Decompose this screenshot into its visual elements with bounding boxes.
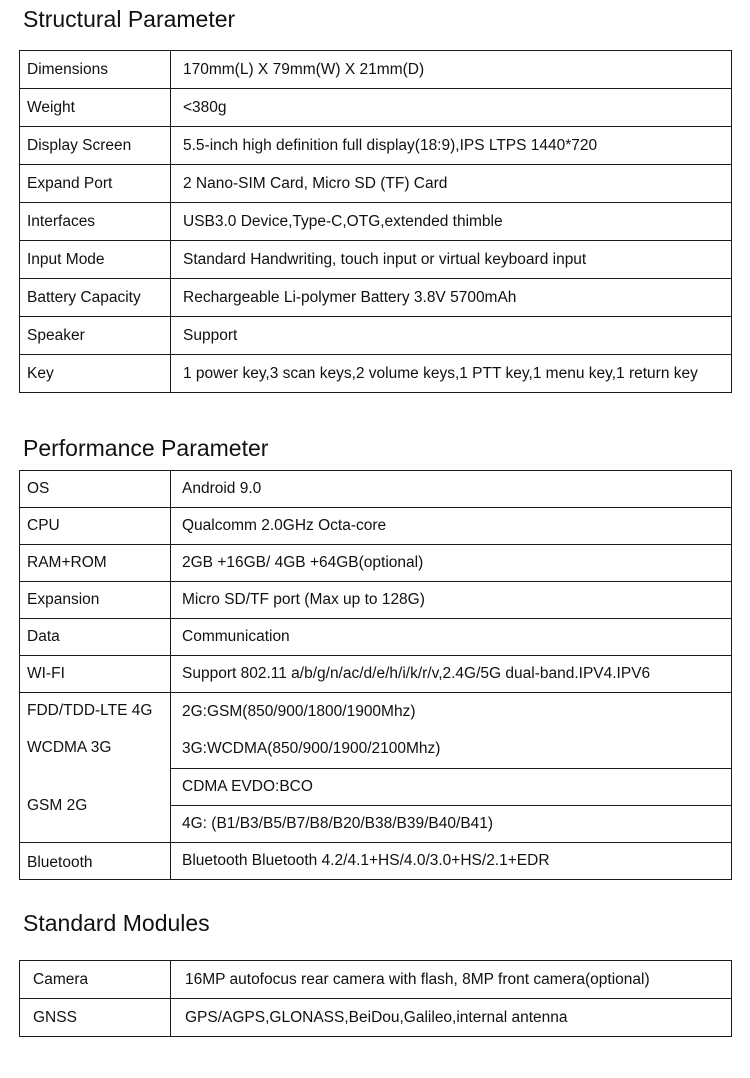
performance-parameter-heading: Performance Parameter	[23, 435, 269, 461]
spec-label: Speaker	[20, 317, 171, 355]
spec-value: 4G: (B1/B3/B5/B7/B8/B20/B38/B39/B40/B41)	[171, 805, 732, 842]
table-row	[20, 843, 732, 880]
spec-label	[20, 843, 171, 880]
table-row	[20, 619, 732, 656]
table-row	[20, 693, 732, 769]
network-label-4g: FDD/TDD-LTE 4G	[27, 702, 153, 719]
spec-value: CDMA EVDO:BCO	[171, 768, 732, 805]
network-label-3g: WCDMA 3G	[27, 739, 112, 756]
spec-value: Rechargeable Li-polymer Battery 3.8V 5700mAh	[171, 279, 732, 317]
table-row	[20, 961, 732, 999]
table-row	[20, 89, 732, 127]
structural-parameter-heading: Structural Parameter	[23, 6, 236, 32]
bluetooth-label: Bluetooth	[27, 854, 93, 871]
spec-label: Dimensions	[20, 51, 171, 89]
spec-value: Qualcomm 2.0GHz Octa-core	[171, 508, 732, 545]
network-label-cell	[20, 693, 171, 843]
spec-label: GNSS	[20, 999, 171, 1037]
table-row	[20, 545, 732, 582]
standard-modules-table	[19, 960, 732, 1037]
spec-label: Display Screen	[20, 127, 171, 165]
spec-label: CPU	[20, 508, 171, 545]
table-row	[20, 317, 732, 355]
spec-value: GPS/AGPS,GLONASS,BeiDou,Galileo,internal antenna	[171, 999, 732, 1037]
spec-value: <380g	[171, 89, 732, 127]
table-row	[20, 203, 732, 241]
structural-parameter-table	[19, 50, 732, 393]
table-row	[20, 279, 732, 317]
spec-label: WI-FI	[20, 656, 171, 693]
spec-label: Weight	[20, 89, 171, 127]
spec-value: Standard Handwriting, touch input or virtual keyboard input	[171, 241, 732, 279]
spec-value: 3G:WCDMA(850/900/1900/2100Mhz)	[182, 740, 441, 758]
spec-value: Bluetooth Bluetooth 4.2/4.1+HS/4.0/3.0+HS/2.1+EDR	[171, 843, 732, 880]
network-value-cell	[171, 693, 732, 769]
spec-label: Expand Port	[20, 165, 171, 203]
spec-value: 170mm(L) X 79mm(W) X 21mm(D)	[171, 51, 732, 89]
spec-value: 2 Nano-SIM Card, Micro SD (TF) Card	[171, 165, 732, 203]
spec-value: 1 power key,3 scan keys,2 volume keys,1 PTT key,1 menu key,1 return key	[171, 355, 732, 393]
spec-label: Key	[20, 355, 171, 393]
spec-label: Interfaces	[20, 203, 171, 241]
spec-value: 5.5-inch high definition full display(18:9),IPS LTPS 1440*720	[171, 127, 732, 165]
spec-value: USB3.0 Device,Type-C,OTG,extended thimble	[171, 203, 732, 241]
spec-value: 2GB +16GB/ 4GB +64GB(optional)	[171, 545, 732, 582]
spec-label: Camera	[20, 961, 171, 999]
spec-value: Android 9.0	[171, 471, 732, 508]
spec-label: Expansion	[20, 582, 171, 619]
spec-label: OS	[20, 471, 171, 508]
table-row	[20, 582, 732, 619]
spec-value: 2G:GSM(850/900/1800/1900Mhz)	[182, 703, 416, 721]
network-label-2g: GSM 2G	[27, 797, 88, 814]
table-row	[20, 656, 732, 693]
spec-label: RAM+ROM	[20, 545, 171, 582]
spec-label: Data	[20, 619, 171, 656]
table-row	[20, 999, 732, 1037]
table-row	[20, 355, 732, 393]
table-row	[20, 165, 732, 203]
spec-label: Input Mode	[20, 241, 171, 279]
standard-modules-heading: Standard Modules	[23, 910, 210, 936]
spec-value: 16MP autofocus rear camera with flash, 8MP front camera(optional)	[171, 961, 732, 999]
spec-value: Support 802.11 a/b/g/n/ac/d/e/h/i/k/r/v,2.4G/5G dual-band.IPV4.IPV6	[171, 656, 732, 693]
table-row	[20, 508, 732, 545]
table-row	[20, 51, 732, 89]
table-row	[20, 471, 732, 508]
spec-value: Micro SD/TF port (Max up to 128G)	[171, 582, 732, 619]
spec-value: Support	[171, 317, 732, 355]
spec-value: Communication	[171, 619, 732, 656]
table-row	[20, 241, 732, 279]
performance-parameter-table	[19, 470, 732, 880]
spec-label: Battery Capacity	[20, 279, 171, 317]
table-row	[20, 127, 732, 165]
